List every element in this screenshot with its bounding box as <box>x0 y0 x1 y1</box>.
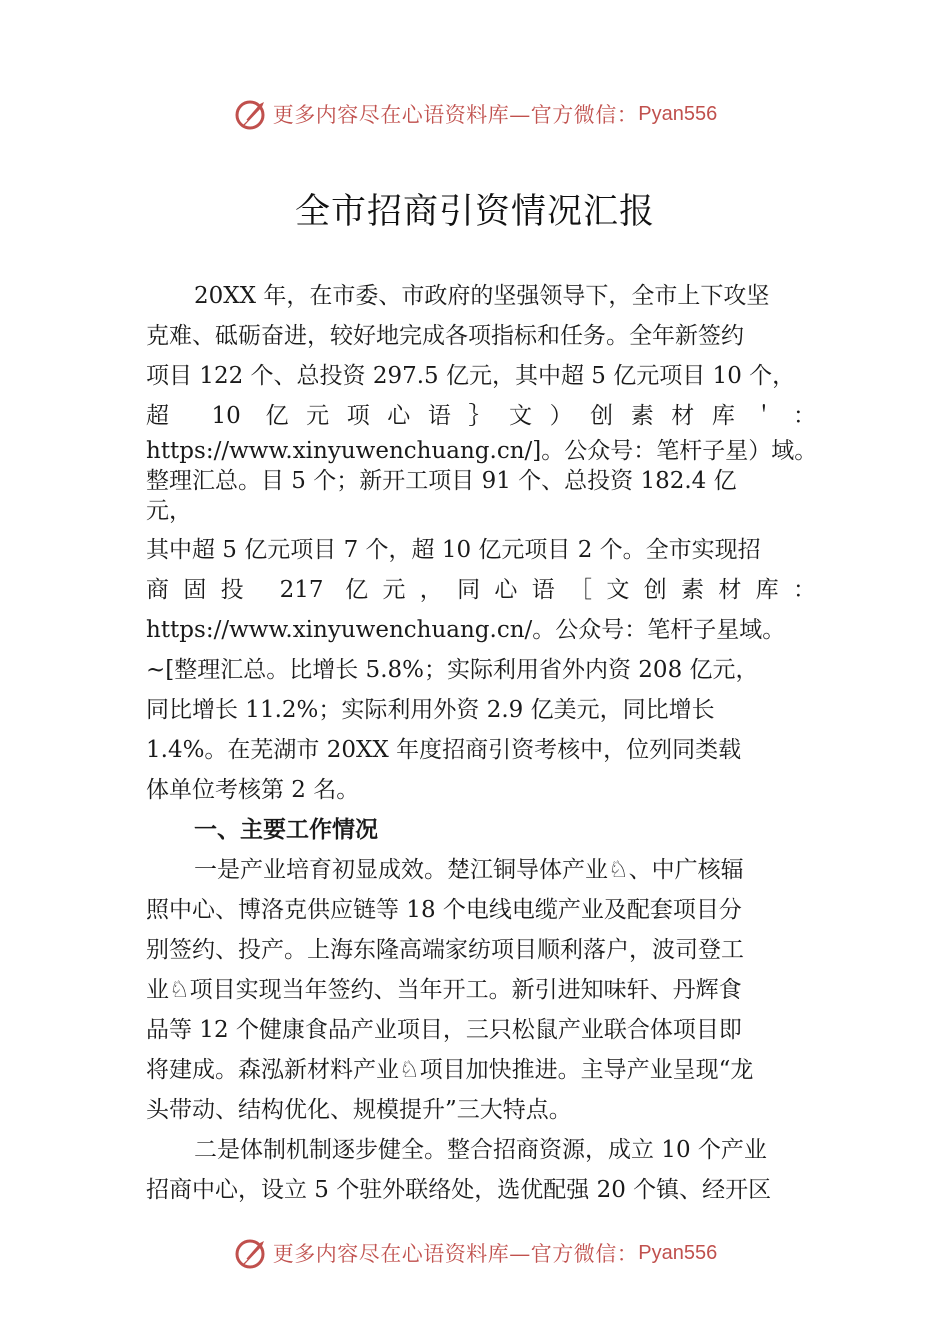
text-line: 1.4%。在芜湖市 20XX 年度招商引资考核中，位列同类载 <box>146 737 742 763</box>
text-line: 超 10 亿元项心语｝文）创素材库＇： <box>146 403 816 429</box>
text-line: 克难、砥砺奋进，较好地完成各项指标和任务。全年新签约 <box>146 323 744 349</box>
quill-logo-icon <box>233 96 269 132</box>
text-line: 整理汇总。目 5 个；新开工项目 91 个、总投资 182.4 亿 <box>146 468 737 494</box>
watermark-banner-bottom <box>0 1231 950 1275</box>
watermark-id: Pyan556 <box>638 102 718 125</box>
text-line: 一是产业培育初显成效。楚江铜导体产业♘、中广核辐 <box>194 857 744 883</box>
text-line: https://www.xinyuwenchuang.cn/]。公众号：笔杆子星）域。 <box>146 438 818 464</box>
text-line: 20XX 年，在市委、市政府的坚强领导下，全市上下攻坚 <box>194 283 770 309</box>
text-line: 体单位考核第 2 名。 <box>146 777 360 803</box>
text-line: 项目 122 个、总投资 297.5 亿元，其中超 5 亿元项目 10 个， <box>146 363 796 389</box>
text-line: 元， <box>146 498 192 524</box>
watermark-text: 更多内容尽在心语资料库—官方微信： <box>272 103 639 127</box>
document-body <box>146 276 816 1210</box>
text-line: https://www.xinyuwenchuang.cn/。公众号：笔杆子星域。 <box>146 617 786 643</box>
text-line: 二是体制机制逐步健全。整合招商资源，成立 10 个产业 <box>194 1137 767 1163</box>
text-line: 同比增长 11.2%；实际利用外资 2.9 亿美元，同比增长 <box>146 697 715 723</box>
text-line: 其中超 5 亿元项目 7 个，超 10 亿元项目 2 个。全市实现招 <box>146 537 761 563</box>
watermark-banner-top <box>0 92 950 136</box>
text-line: 招商中心，设立 5 个驻外联络处，选优配强 20 个镇、经开区 <box>146 1177 772 1203</box>
text-line: 照中心、博洛克供应链等 18 个电线电缆产业及配套项目分 <box>146 897 742 923</box>
text-line: 业♘项目实现当年签约、当年开工。新引进知味轩、丹辉食 <box>146 977 742 1003</box>
text-line: 别签约、投产。上海东隆高端家纺项目顺利落户，波司登工 <box>146 937 744 963</box>
section-heading: 一、主要工作情况 <box>194 817 378 843</box>
text-line: 头带动、结构优化、规模提升”三大特点。 <box>146 1097 572 1123</box>
watermark-text: 更多内容尽在心语资料库—官方微信： <box>272 1242 639 1266</box>
text-line: 将建成。森泓新材料产业♘项目加快推进。主导产业呈现“龙 <box>146 1057 754 1083</box>
text-line: 品等 12 个健康食品产业项目，三只松鼠产业联合体项目即 <box>146 1017 742 1043</box>
quill-logo-icon <box>233 1235 269 1271</box>
page-title: 全市招商引资情况汇报 <box>294 192 655 232</box>
text-line: ~[整理汇总。比增长 5.8%；实际利用省外内资 208 亿元， <box>146 657 759 683</box>
watermark-id: Pyan556 <box>638 1241 718 1264</box>
text-line: 商固投 217 亿元，同心语［文创素材库： <box>146 577 816 603</box>
